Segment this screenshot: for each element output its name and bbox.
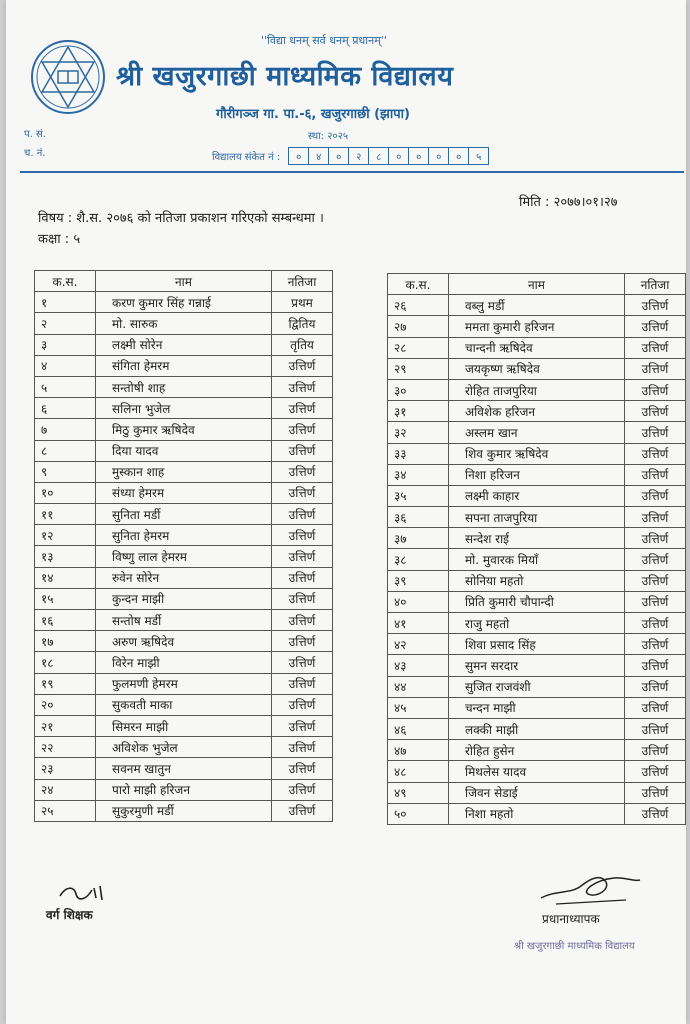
code-digit: ५: [468, 148, 488, 164]
cell-result: उत्तिर्ण: [272, 715, 333, 736]
cell-result: उत्तिर्ण: [272, 631, 333, 652]
cell-sn: १५: [35, 588, 96, 609]
result-document: [6, 0, 686, 1024]
cell-name: मो. सारुक: [96, 313, 272, 334]
table-row: [388, 613, 686, 634]
table-row: [35, 376, 333, 397]
cell-name: सुनिता मर्डी: [96, 504, 272, 525]
cell-name: मिथलेस यादव: [449, 761, 625, 782]
cell-sn: ११: [35, 504, 96, 525]
cell-sn: १०: [35, 482, 96, 503]
letter-class: कक्षा : ५: [38, 232, 81, 247]
cell-sn: ७: [35, 419, 96, 440]
cell-name: सन्तोषी शाह: [96, 376, 272, 397]
cell-result: उत्तिर्ण: [625, 655, 686, 676]
cell-sn: २०: [35, 694, 96, 715]
cell-sn: ४५: [388, 697, 449, 718]
cell-sn: ४२: [388, 634, 449, 655]
cell-result: उत्तिर्ण: [272, 588, 333, 609]
cell-name: लक्ष्मी काहार: [449, 485, 625, 506]
cell-sn: ५: [35, 376, 96, 397]
cell-result: उत्तिर्ण: [272, 546, 333, 567]
cell-sn: १४: [35, 567, 96, 588]
result-table-left: [34, 270, 333, 822]
table-row: [35, 758, 333, 779]
cell-name: अविशेक हरिजन: [449, 401, 625, 422]
cell-sn: १३: [35, 546, 96, 567]
table-row: [388, 358, 686, 379]
table-row: [35, 800, 333, 821]
cell-result: उत्तिर्ण: [272, 376, 333, 397]
table-row: [35, 779, 333, 800]
table-row: [388, 528, 686, 549]
cell-result: उत्तिर्ण: [625, 570, 686, 591]
cell-name: विष्णु लाल हेमरम: [96, 546, 272, 567]
code-digit: ०: [448, 148, 468, 164]
cell-name: अस्लम खान: [449, 422, 625, 443]
cell-sn: ३३: [388, 443, 449, 464]
cell-name: रुवेन सोरेन: [96, 567, 272, 588]
cell-name: रोहित हुसेन: [449, 740, 625, 761]
table-row: [35, 546, 333, 567]
cell-name: फुलमणी हेमरम: [96, 673, 272, 694]
cell-name: जयकृष्ण ऋषिदेव: [449, 358, 625, 379]
cell-sn: ८: [35, 440, 96, 461]
table-row: [35, 588, 333, 609]
cell-result: उत्तिर्ण: [625, 507, 686, 528]
cell-result: उत्तिर्ण: [625, 676, 686, 697]
table-row: [35, 398, 333, 419]
cell-sn: ४४: [388, 676, 449, 697]
header-result: नतिजा: [625, 274, 686, 295]
school-logo-icon: [30, 39, 106, 115]
cell-name: विरेन माझी: [96, 652, 272, 673]
cell-result: उत्तिर्ण: [625, 549, 686, 570]
table-header-row: [35, 271, 333, 292]
principal-signature-icon: [536, 868, 646, 913]
cell-result: उत्तिर्ण: [272, 525, 333, 546]
cell-name: शिवा प्रसाद सिंह: [449, 634, 625, 655]
cell-result: उत्तिर्ण: [625, 528, 686, 549]
cell-sn: १८: [35, 652, 96, 673]
table-row: [35, 673, 333, 694]
cell-sn: २६: [388, 295, 449, 316]
cell-name: मो. मुवारक मियाँ: [449, 549, 625, 570]
school-motto: ''विद्या धनम् सर्व धनम् प्रधानम्'': [261, 34, 387, 47]
cell-sn: ३६: [388, 507, 449, 528]
cell-name: पारो माझी हरिजन: [96, 779, 272, 800]
table-row: [35, 440, 333, 461]
cell-name: राजु महतो: [449, 613, 625, 634]
cell-name: चन्दन माझी: [449, 697, 625, 718]
cell-name: सुमन सरदार: [449, 655, 625, 676]
cell-result: प्रथम: [272, 292, 333, 313]
school-code-label: विद्यालय संकेत नं :: [212, 152, 281, 163]
table-row: [388, 740, 686, 761]
cell-result: उत्तिर्ण: [272, 440, 333, 461]
table-row: [35, 461, 333, 482]
cell-sn: २४: [35, 779, 96, 800]
cell-sn: ४: [35, 355, 96, 376]
cell-sn: २५: [35, 800, 96, 821]
cell-sn: ३०: [388, 379, 449, 400]
table-row: [388, 379, 686, 400]
school-name: श्री खजुरगाछी माध्यमिक विद्यालय: [116, 61, 454, 92]
table-row: [388, 295, 686, 316]
cell-sn: ४०: [388, 591, 449, 612]
cell-name: कुन्दन माझी: [96, 588, 272, 609]
cell-result: उत्तिर्ण: [625, 464, 686, 485]
table-row: [388, 782, 686, 803]
table-row: [35, 419, 333, 440]
cell-sn: २७: [388, 316, 449, 337]
code-digit: २: [348, 148, 368, 164]
cell-sn: ४९: [388, 782, 449, 803]
cell-sn: ५०: [388, 803, 449, 824]
table-row: [388, 570, 686, 591]
table-row: [388, 337, 686, 358]
cell-result: उत्तिर्ण: [625, 591, 686, 612]
cell-name: सवनम खातुन: [96, 758, 272, 779]
letter-date: मिति : २०७७।०१।२७: [519, 195, 618, 210]
class-teacher-label: वर्ग शिक्षक: [46, 908, 93, 922]
cell-name: सन्तोष मर्डी: [96, 610, 272, 631]
cell-result: उत्तिर्ण: [272, 652, 333, 673]
cell-result: उत्तिर्ण: [272, 398, 333, 419]
cha-na-label: च. नं.: [24, 148, 46, 159]
cell-name: लक्की माझी: [449, 718, 625, 739]
cell-result: उत्तिर्ण: [625, 740, 686, 761]
cell-name: रोहित ताजपुरिया: [449, 379, 625, 400]
cell-result: उत्तिर्ण: [272, 673, 333, 694]
table-row: [35, 292, 333, 313]
code-digit: ८: [368, 148, 388, 164]
cell-result: उत्तिर्ण: [272, 355, 333, 376]
cell-result: उत्तिर्ण: [625, 634, 686, 655]
cell-sn: ३९: [388, 570, 449, 591]
cell-result: उत्तिर्ण: [272, 800, 333, 821]
school-stamp: श्री खजुरगाछी माध्यमिक विद्यालय: [514, 941, 635, 952]
cell-name: संध्या हेमरम: [96, 482, 272, 503]
cell-sn: ३: [35, 334, 96, 355]
cell-name: संगिता हेमरम: [96, 355, 272, 376]
cell-result: उत्तिर्ण: [272, 419, 333, 440]
cell-sn: १७: [35, 631, 96, 652]
table-row: [35, 313, 333, 334]
cell-result: उत्तिर्ण: [625, 422, 686, 443]
cell-result: तृतिय: [272, 334, 333, 355]
cell-name: ममता कुमारी हरिजन: [449, 316, 625, 337]
cell-name: करण कुमार सिंह गन्नाई: [96, 292, 272, 313]
class-teacher-signature-icon: [56, 882, 116, 904]
cell-result: उत्तिर्ण: [625, 443, 686, 464]
cell-sn: ४८: [388, 761, 449, 782]
letter-subject: विषय : शै.स. २०७६ को नतिजा प्रकाशन गरिएको सम्बन्धमा ।: [38, 211, 324, 226]
table-row: [35, 631, 333, 652]
cell-name: निशा हरिजन: [449, 464, 625, 485]
cell-name: निशा महतो: [449, 803, 625, 824]
cell-name: सपना ताजपुरिया: [449, 507, 625, 528]
table-row: [35, 504, 333, 525]
cell-result: द्वितिय: [272, 313, 333, 334]
pa-sa-label: प. सं.: [24, 129, 46, 140]
cell-name: प्रिति कुमारी चौपान्दी: [449, 591, 625, 612]
cell-result: उत्तिर्ण: [625, 761, 686, 782]
cell-sn: २९: [388, 358, 449, 379]
code-digit: ०: [408, 148, 428, 164]
cell-sn: ३५: [388, 485, 449, 506]
cell-sn: ३४: [388, 464, 449, 485]
cell-name: शिव कुमार ऋषिदेव: [449, 443, 625, 464]
code-digit: ०: [388, 148, 408, 164]
cell-name: सुजित राजवंशी: [449, 676, 625, 697]
cell-result: उत्तिर्ण: [625, 613, 686, 634]
code-digit: ०: [428, 148, 448, 164]
cell-sn: २१: [35, 715, 96, 736]
cell-sn: ३१: [388, 401, 449, 422]
cell-result: उत्तिर्ण: [625, 485, 686, 506]
header-sn: क.स.: [35, 271, 96, 292]
header-divider: [20, 171, 684, 173]
table-row: [388, 697, 686, 718]
cell-sn: १: [35, 292, 96, 313]
header-name: नाम: [449, 274, 625, 295]
cell-sn: १९: [35, 673, 96, 694]
result-table-right: [387, 273, 686, 825]
cell-name: अविशेक भुजेल: [96, 737, 272, 758]
table-row: [35, 482, 333, 503]
cell-name: मिठु कुमार ऋषिदेव: [96, 419, 272, 440]
header-sn: क.स.: [388, 274, 449, 295]
table-row: [388, 676, 686, 697]
table-header-row: [388, 274, 686, 295]
cell-name: जिवन सेडाई: [449, 782, 625, 803]
table-row: [35, 715, 333, 736]
cell-result: उत्तिर्ण: [272, 779, 333, 800]
cell-result: उत्तिर्ण: [625, 697, 686, 718]
principal-label: प्रधानाध्यापक: [542, 912, 600, 926]
cell-result: उत्तिर्ण: [272, 567, 333, 588]
cell-name: वब्लु मर्डी: [449, 295, 625, 316]
school-code: [212, 147, 489, 165]
cell-result: उत्तिर्ण: [625, 803, 686, 824]
cell-result: उत्तिर्ण: [625, 782, 686, 803]
cell-result: उत्तिर्ण: [625, 316, 686, 337]
table-row: [388, 485, 686, 506]
table-row: [388, 401, 686, 422]
table-row: [388, 761, 686, 782]
cell-sn: २८: [388, 337, 449, 358]
table-row: [388, 422, 686, 443]
cell-name: सुकुरमुणी मर्डी: [96, 800, 272, 821]
table-row: [35, 737, 333, 758]
cell-result: उत्तिर्ण: [272, 482, 333, 503]
cell-sn: २२: [35, 737, 96, 758]
cell-name: सलिना भुजेल: [96, 398, 272, 419]
cell-result: उत्तिर्ण: [625, 337, 686, 358]
header-result: नतिजा: [272, 271, 333, 292]
table-row: [35, 355, 333, 376]
cell-result: उत्तिर्ण: [272, 758, 333, 779]
table-row: [388, 591, 686, 612]
cell-result: उत्तिर्ण: [625, 718, 686, 739]
table-row: [35, 652, 333, 673]
cell-name: सन्देश राई: [449, 528, 625, 549]
cell-sn: ४३: [388, 655, 449, 676]
cell-result: उत्तिर्ण: [272, 610, 333, 631]
cell-sn: ३७: [388, 528, 449, 549]
cell-name: सुकवती माका: [96, 694, 272, 715]
cell-result: उत्तिर्ण: [625, 401, 686, 422]
cell-result: उत्तिर्ण: [625, 295, 686, 316]
cell-name: दिया यादव: [96, 440, 272, 461]
cell-name: सोनिया महतो: [449, 570, 625, 591]
cell-result: उत्तिर्ण: [272, 461, 333, 482]
table-row: [35, 525, 333, 546]
school-address: गौरीगञ्ज गा. पा.-६, खजुरगाछी (झापा): [216, 107, 410, 122]
cell-sn: ३८: [388, 549, 449, 570]
cell-name: मुस्कान शाह: [96, 461, 272, 482]
table-row: [35, 334, 333, 355]
code-digit: ०: [296, 152, 302, 163]
cell-sn: ४६: [388, 718, 449, 739]
cell-sn: २: [35, 313, 96, 334]
table-row: [35, 694, 333, 715]
table-row: [388, 634, 686, 655]
cell-result: उत्तिर्ण: [625, 358, 686, 379]
cell-name: सिमरन माझी: [96, 715, 272, 736]
cell-sn: १६: [35, 610, 96, 631]
table-row: [388, 549, 686, 570]
table-row: [35, 567, 333, 588]
cell-name: सुनिता हेमरम: [96, 525, 272, 546]
table-row: [388, 803, 686, 824]
table-row: [35, 610, 333, 631]
cell-result: उत्तिर्ण: [272, 504, 333, 525]
cell-sn: ६: [35, 398, 96, 419]
cell-sn: ४१: [388, 613, 449, 634]
table-row: [388, 507, 686, 528]
established-year: स्था: २०२५: [308, 131, 349, 142]
cell-sn: १२: [35, 525, 96, 546]
cell-result: उत्तिर्ण: [272, 737, 333, 758]
cell-name: अरुण ऋषिदेव: [96, 631, 272, 652]
cell-sn: ९: [35, 461, 96, 482]
table-row: [388, 316, 686, 337]
school-code-digits: [288, 147, 489, 165]
table-row: [388, 464, 686, 485]
cell-result: उत्तिर्ण: [272, 694, 333, 715]
cell-sn: २३: [35, 758, 96, 779]
code-digit: ४: [308, 148, 328, 164]
cell-name: लक्ष्मी सोरेन: [96, 334, 272, 355]
cell-sn: ३२: [388, 422, 449, 443]
header-name: नाम: [96, 271, 272, 292]
code-digit: ०: [328, 148, 348, 164]
cell-result: उत्तिर्ण: [625, 379, 686, 400]
table-row: [388, 718, 686, 739]
cell-name: चान्दनी ऋषिदेव: [449, 337, 625, 358]
table-row: [388, 443, 686, 464]
table-row: [388, 655, 686, 676]
cell-sn: ४७: [388, 740, 449, 761]
